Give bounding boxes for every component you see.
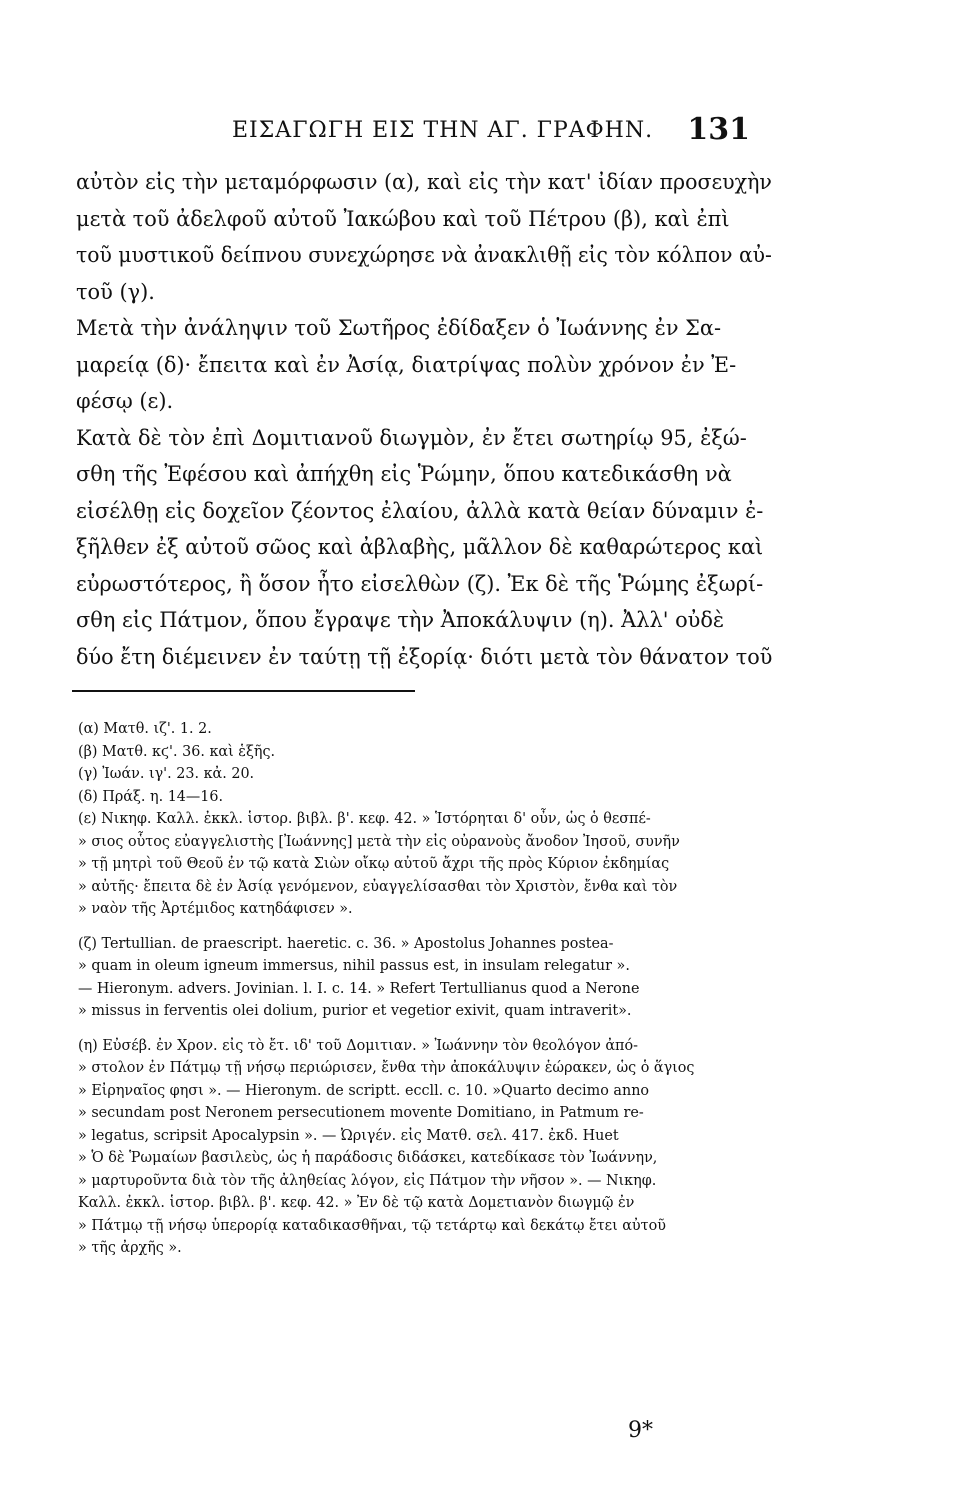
footnote-line: » secundam post Neronem persecutionem movente Domitiano, in Patmum re-: [78, 1105, 644, 1121]
text-line: εἰσέλθῃ εἰς δοχεῖον ζέοντος ἐλαίου, ἀλλὰ κατὰ θείαν δύναμιν ἐ-: [76, 498, 764, 523]
text-line: αὐτὸν εἰς τὴν μεταμόρφωσιν (α), καὶ εἰς τὴν κατ' ἰδίαν προσευχὴν: [76, 170, 772, 194]
footnote-separator-rule: [72, 690, 415, 692]
page-number: 131: [687, 112, 750, 147]
footnote-line: (η) Εὐσέβ. ἐν Χρον. εἰς τὸ ἔτ. ιδ' τοῦ Δομιτιαν. » Ἰωάννην τὸν θεολόγον ἀπό-: [78, 1037, 638, 1054]
text-line: σθη εἰς Πάτμον, ὅπου ἔγραψε τὴν Ἀποκάλυψιν (η). Ἀλλ' οὐδὲ: [76, 608, 725, 632]
text-line: εὐρωστότερος, ἢ ὅσον ἦτο εἰσελθὼν (ζ). Ἐκ δὲ τῆς Ῥώμης ἐξωρί-: [76, 571, 764, 596]
text-line: μετὰ τοῦ ἀδελφοῦ αὐτοῦ Ἰακώβου καὶ τοῦ Πέτρου (β), καὶ ἐπὶ: [76, 206, 730, 231]
footnote-line: (ε) Νικηφ. Καλλ. ἐκκλ. ἱστορ. βιβλ. β'. κεφ. 42. » Ἱστόρηται δ' οὖν, ὡς ὁ θεσπέ-: [78, 811, 651, 827]
running-head: [200, 112, 750, 152]
text-line: δύο ἔτη διέμεινεν ἐν ταύτῃ τῇ ἐξορίᾳ· διότι μετὰ τὸν θάνατον τοῦ: [76, 644, 773, 669]
footnote-line: » missus in ferventis olei dolium, purior et vegetior exivit, quam intraverit».: [78, 1003, 632, 1019]
footnote-line: » ναὸν τῆς Ἀρτέμιδος κατηδάφισεν ».: [78, 901, 353, 917]
footnote-line: (α) Ματθ. ιζ'. 1. 2.: [78, 721, 212, 737]
footnote-line: » quam in oleum igneum immersus, nihil passus est, in insulam relegatur ».: [78, 958, 630, 974]
footnote-line: (ζ) Tertullian. de praescript. haeretic. c. 36. » Apostolus Johannes postea-: [78, 935, 614, 952]
footnote-line: » Ὁ δὲ Ῥωμαίων βασιλεὺς, ὡς ἡ παράδοσις διδάσκει, κατεδίκασε τὸν Ἰωάννην,: [78, 1150, 658, 1166]
text-line: φέσῳ (ε).: [76, 389, 174, 413]
text-line: σθη τῆς Ἐφέσου καὶ ἀπήχθη εἰς Ῥώμην, ὅπου κατεδικάσθη νὰ: [76, 462, 732, 486]
footnote-line: » στολον ἐν Πάτμῳ τῇ νήσῳ περιώρισεν, ἔνθα τὴν ἀποκάλυψιν ἑώρακεν, ὡς ὁ ἅγιος: [78, 1060, 695, 1076]
footnote-line: (γ) Ἰωάν. ιγ'. 23. κἀ. 20.: [78, 766, 255, 782]
footnote-line: » Πάτμῳ τῇ νήσῳ ὑπερορίᾳ καταδικασθῆναι, τῷ τετάρτῳ καὶ δεκάτῳ ἔτει αὐτοῦ: [78, 1217, 666, 1234]
footnote-line: (δ) Πράξ. η. 14—16.: [78, 788, 224, 805]
main-text: [76, 164, 776, 675]
footnote-line: » σιος οὗτος εὐαγγελιστὴς [Ἰωάννης] μετὰ τὴν εἰς οὐρανοὺς ἄνοδον Ἰησοῦ, συνῆν: [78, 833, 680, 850]
footnote-line: » legatus, scripsit Apocalypsin ». — Ὠριγέν. εἰς Ματθ. σελ. 417. ἐκδ. Huet: [78, 1127, 619, 1144]
running-title: ΕΙΣΑΓΩΓΗ ΕΙΣ ΤΗΝ ΑΓ. ΓΡΑΦΗΝ.: [232, 118, 654, 143]
footnote-line: » αὐτῆς· ἔπειτα δὲ ἐν Ἀσίᾳ γενόμενον, εὐαγγελίσασθαι τὸν Χριστὸν, ἔνθα καὶ τὸν: [78, 878, 678, 895]
footnotes: [78, 718, 778, 1260]
footnote-line: » τῇ μητρὶ τοῦ Θεοῦ ἐν τῷ κατὰ Σιὼν οἴκῳ αὐτοῦ ἄχρι τῆς πρὸς Κύριον ἐκδημίας: [78, 856, 670, 872]
footnote-gap: [78, 1023, 778, 1035]
text-line: Μετὰ τὴν ἀνάληψιν τοῦ Σωτῆρος ἐδίδαξεν ὁ Ἰωάννης ἐν Σα-: [76, 316, 722, 340]
text-line: τοῦ (γ).: [76, 279, 155, 304]
text-line: ξῆλθεν ἐξ αὐτοῦ σῶος καὶ ἀβλαβὴς, μᾶλλον δὲ καθαρώτερος καὶ: [76, 535, 764, 559]
signature-mark: 9*: [628, 1418, 653, 1443]
footnote-gap: [78, 921, 778, 933]
footnote-line: » τῆς ἀρχῆς ».: [78, 1240, 182, 1256]
footnote-line: » μαρτυροῦντα διὰ τὸν τῆς ἀληθείας λόγον, εἰς Πάτμον τὴν νῆσον ». — Νικηφ.: [78, 1172, 657, 1189]
footnote-line: » Εἰρηναῖος φησι ». — Hieronym. de scriptt. eccll. c. 10. »Quarto decimo anno: [78, 1082, 650, 1099]
footnote-line: Καλλ. ἐκκλ. ἱστορ. βιβλ. β'. κεφ. 42. » Ἐν δὲ τῷ κατὰ Δομετιανὸν διωγμῷ ἐν: [78, 1195, 635, 1211]
footnote-line: (β) Ματθ. κϛ'. 36. καὶ ἑξῆς.: [78, 743, 276, 760]
text-line: τοῦ μυστικοῦ δείπνου συνεχώρησε νὰ ἀνακλιθῇ εἰς τὸν κόλπον αὐ-: [76, 243, 772, 267]
footnote-line: — Hieronym. advers. Jovinian. l. I. c. 14. » Refert Tertullianus quod a Nerone: [78, 980, 640, 997]
text-line: μαρείᾳ (δ)· ἔπειτα καὶ ἐν Ἀσίᾳ, διατρίψας πολὺν χρόνον ἐν Ἐ-: [76, 352, 737, 377]
text-line: Κατὰ δὲ τὸν ἐπὶ Δομιτιανοῦ διωγμὸν, ἐν ἔτει σωτηρίῳ 95, ἐξώ-: [76, 425, 747, 450]
